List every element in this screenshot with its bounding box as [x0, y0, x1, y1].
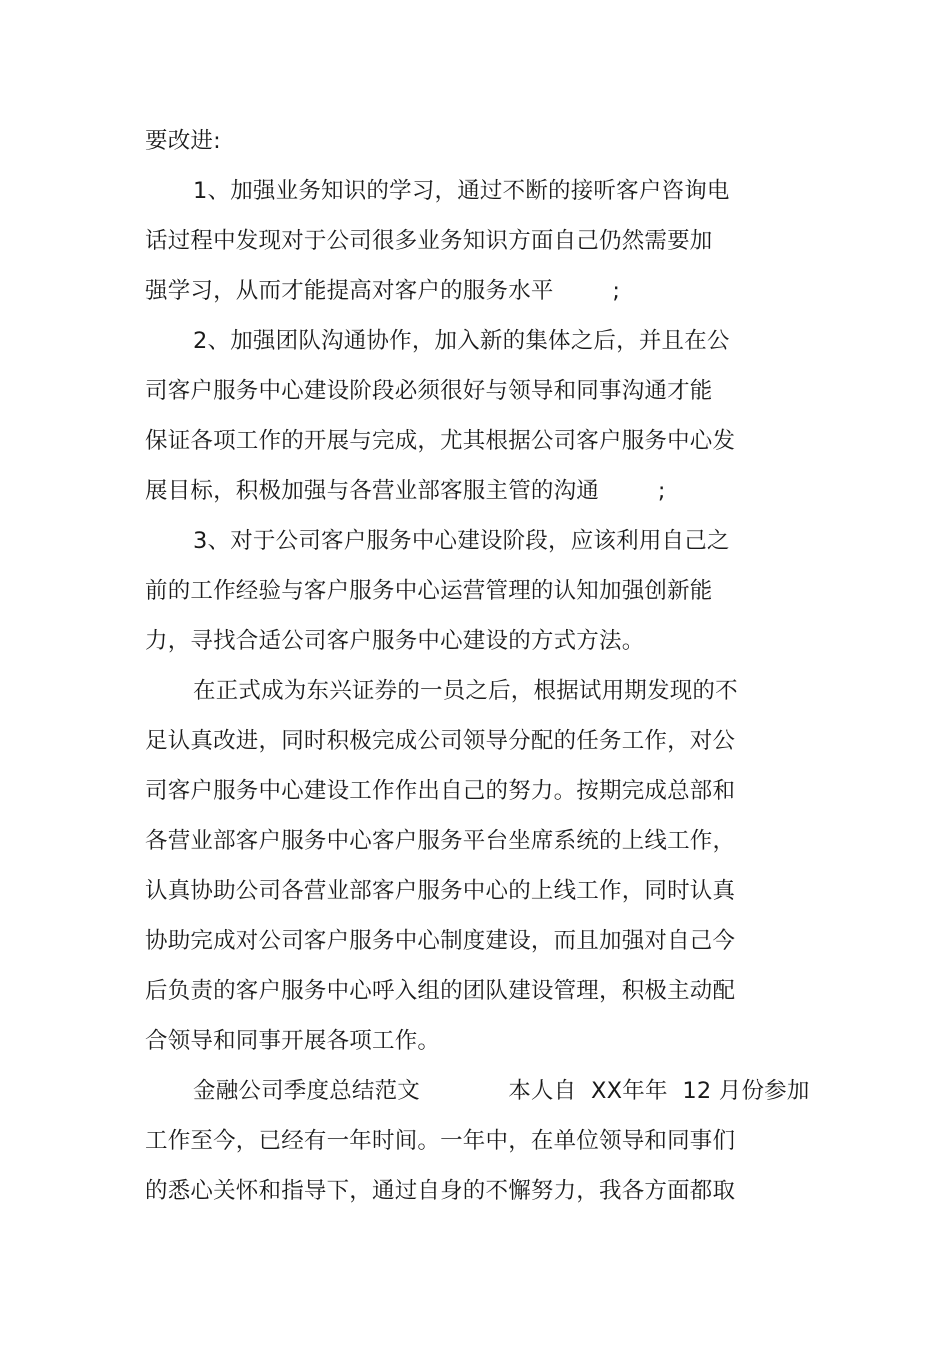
text-line: 强学习，从而才能提高对客户的服务水平 ; — [145, 278, 621, 304]
text-line: 话过程中发现对于公司很多业务知识方面自己仍然需要加 — [145, 228, 713, 254]
text-line: 金融公司季度总结范文 本人自 XX年年 12 月份参加 — [193, 1078, 810, 1104]
text-line: 前的工作经验与客户服务中心运营管理的认知加强创新能 — [145, 578, 713, 604]
text-line: 司客户服务中心建设工作作出自己的努力。按期完成总部和 — [145, 778, 736, 804]
text-line: 合领导和同事开展各项工作。 — [145, 1028, 441, 1054]
text-line: 工作至今，已经有一年时间。一年中，在单位领导和同事们 — [145, 1128, 736, 1154]
text-line: 司客户服务中心建设阶段必须很好与领导和同事沟通才能 — [145, 378, 713, 404]
text-line: 保证各项工作的开展与完成，尤其根据公司客户服务中心发 — [145, 428, 736, 454]
text-line: 展目标，积极加强与各营业部客服主管的沟通 ; — [145, 478, 666, 504]
text-line: 3、对于公司客户服务中心建设阶段，应该利用自己之 — [193, 528, 730, 554]
text-line: 1、加强业务知识的学习，通过不断的接听客户咨询电 — [193, 178, 730, 204]
text-line: 在正式成为东兴证券的一员之后，根据试用期发现的不 — [193, 678, 738, 704]
text-line: 力，寻找合适公司客户服务中心建设的方式方法。 — [145, 628, 645, 654]
text-line: 足认真改进，同时积极完成公司领导分配的任务工作，对公 — [145, 728, 736, 754]
text-line: 认真协助公司各营业部客户服务中心的上线工作，同时认真 — [145, 878, 736, 904]
text-line: 的悉心关怀和指导下，通过自身的不懈努力，我各方面都取 — [145, 1178, 736, 1204]
text-line: 2、加强团队沟通协作，加入新的集体之后，并且在公 — [193, 328, 730, 354]
text-line: 协助完成对公司客户服务中心制度建设，而且加强对自己今 — [145, 928, 736, 954]
text-line: 要改进: — [145, 128, 221, 154]
text-line: 后负责的客户服务中心呼入组的团队建设管理，积极主动配 — [145, 978, 736, 1004]
text-line: 各营业部客户服务中心客户服务平台坐席系统的上线工作， — [145, 828, 736, 854]
